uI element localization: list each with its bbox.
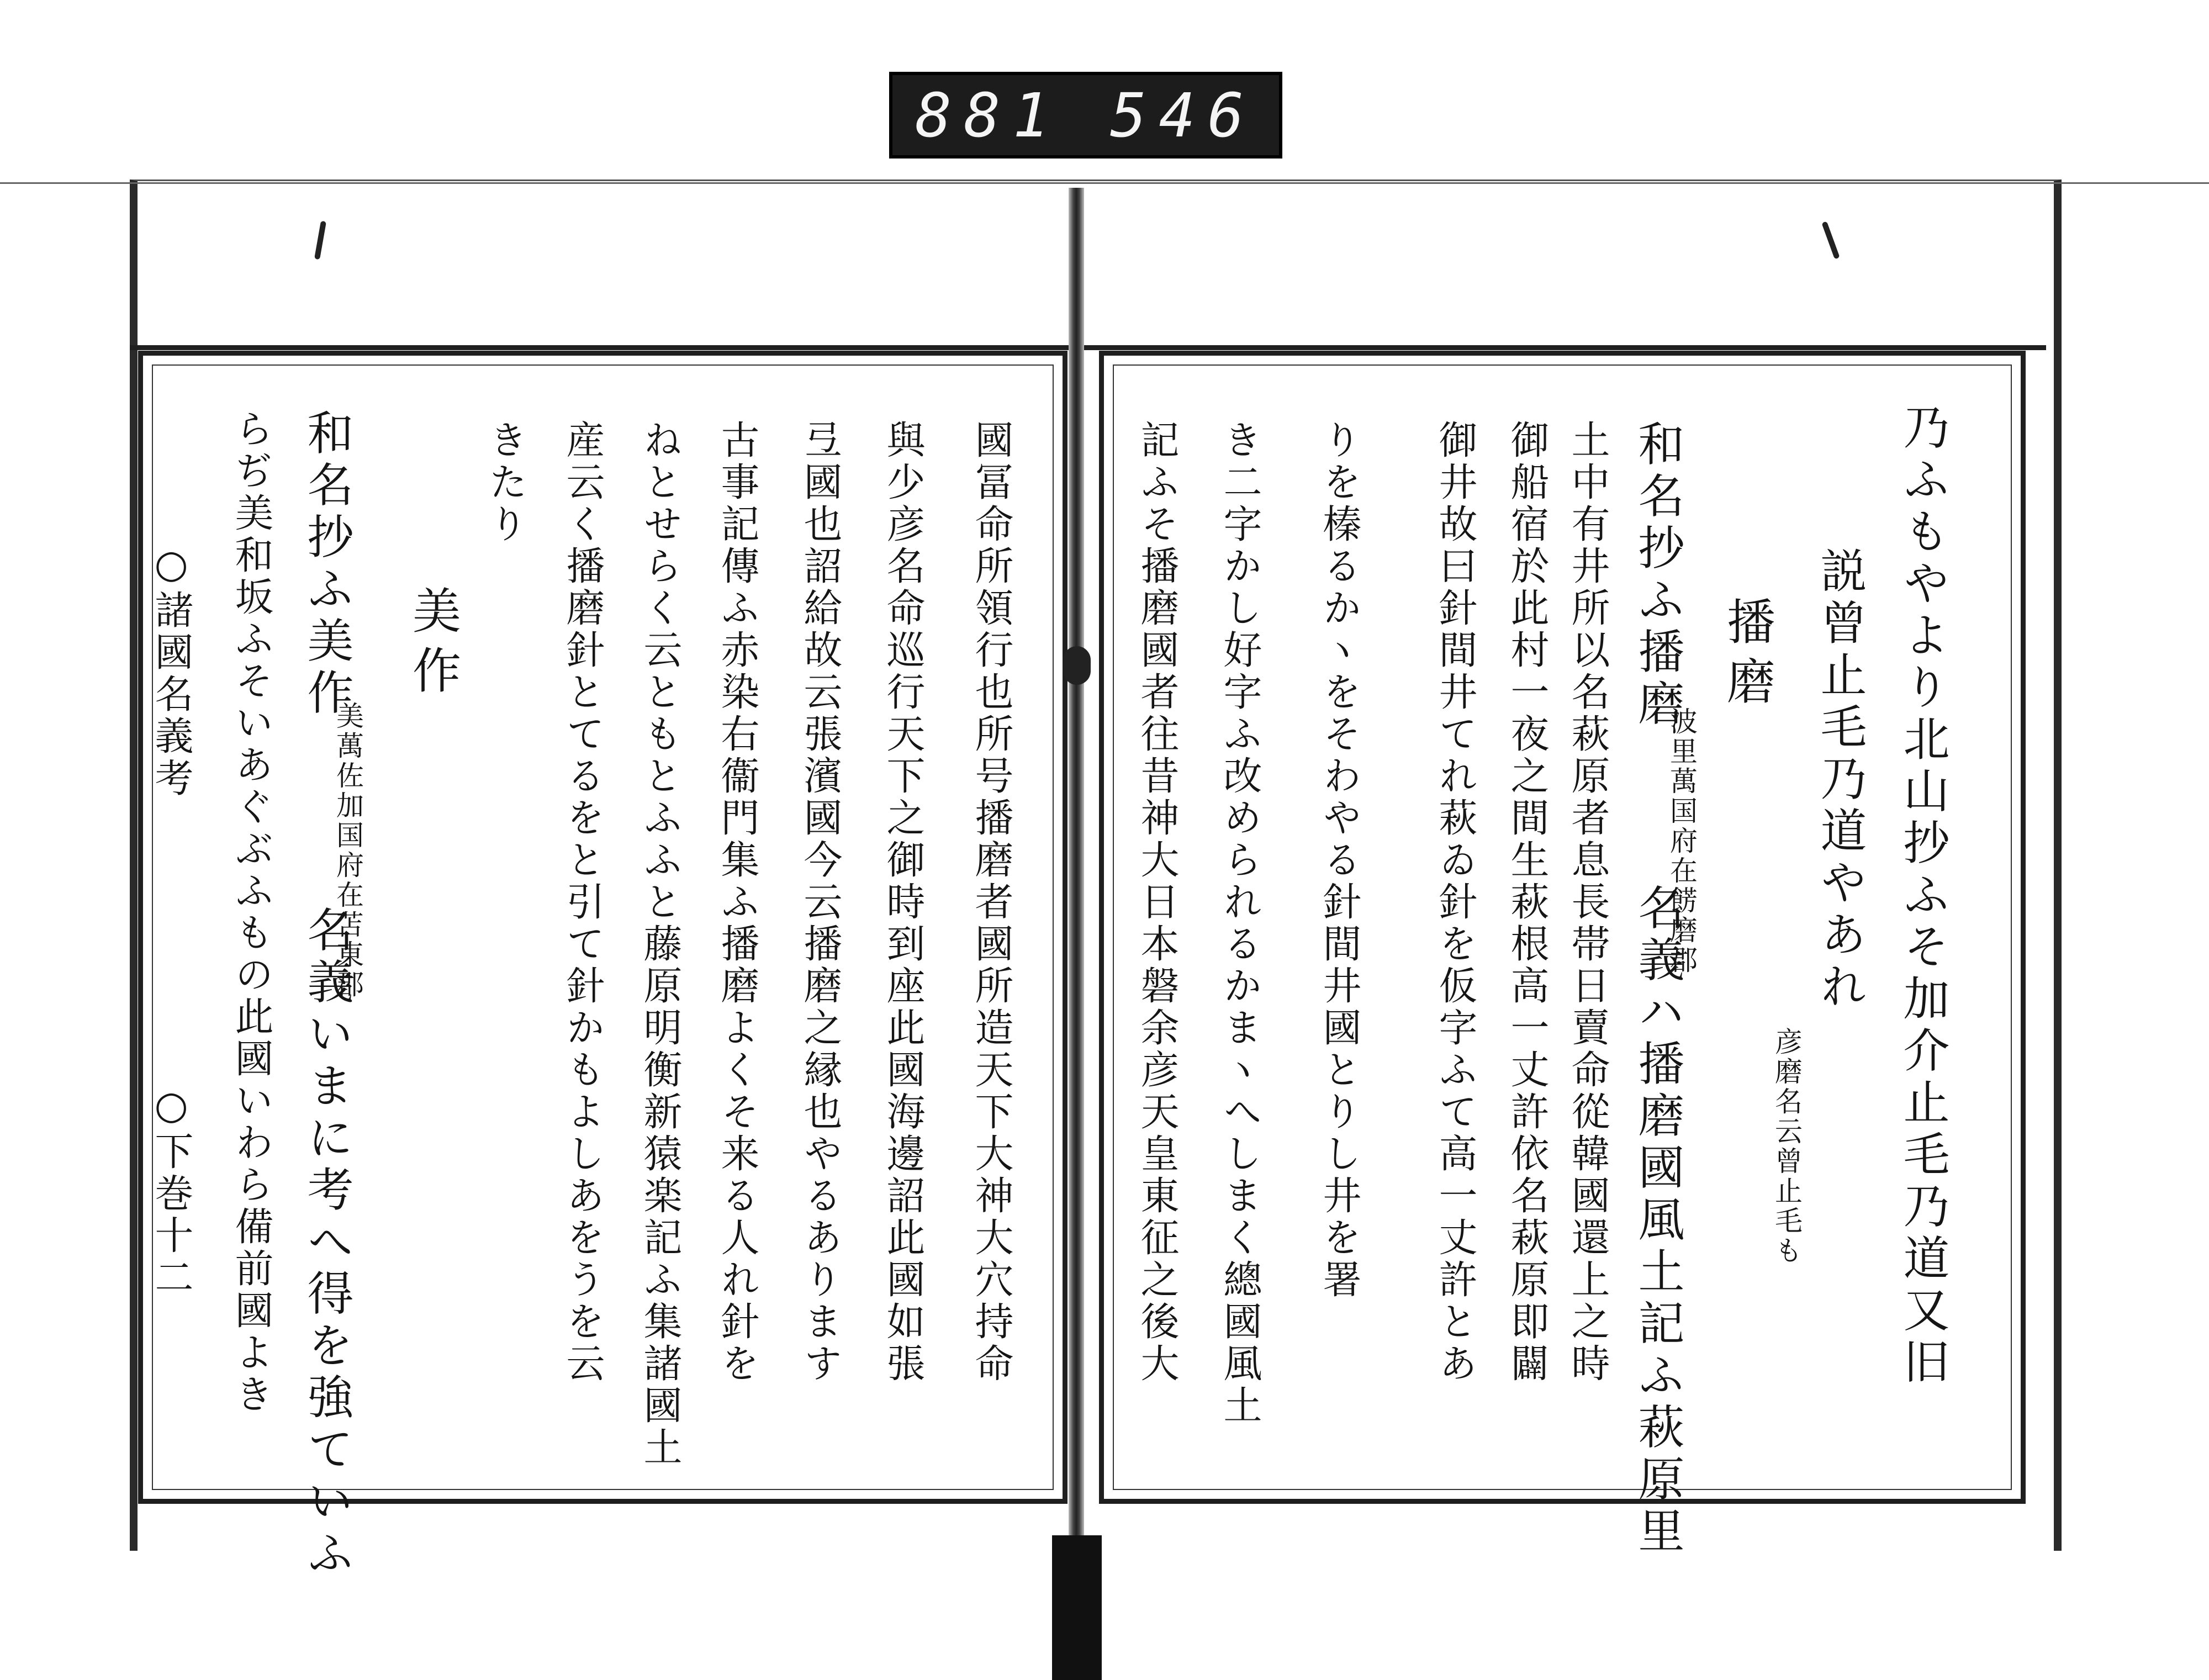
left-line-1: 國冨命所領行也所号播磨者國所造天下大神大穴持命: [969, 420, 1014, 1385]
margin-book-title: ○諸國名義考: [149, 541, 194, 800]
right-line-2: 説曾止毛乃道やあれ: [1813, 547, 1867, 1014]
header-rule: [130, 345, 2046, 350]
right-line-1: 乃ふもやより北山抄ふそ加介止毛乃道又旧: [1896, 403, 1950, 1390]
left-line-3: 弖國也詔給故云張濱國今云播磨之縁也やるあります: [797, 420, 843, 1385]
right-heading-harima: 播磨: [1719, 596, 1776, 716]
right-line-6-note: 波里萬国府在餝磨郡: [1666, 707, 1698, 975]
right-line-11: りを榛るかヽをそわやる針間井國とりし井を署: [1317, 420, 1362, 1301]
left-line-5: ねとせらく云ともとふふと藤原明衡新猿楽記ふ集諸國土: [637, 420, 683, 1469]
spine-binding-knot: [1063, 646, 1091, 685]
left-line-4: 古事記傳ふ赤染右衞門集ふ播磨よくそ来る人れ針を: [715, 420, 760, 1385]
left-line-9: 和名抄ふ美作: [300, 409, 354, 720]
right-line-10: 御井故曰針間井てれ萩ゐ針を仮字ふて高一丈許とあ: [1433, 420, 1478, 1385]
top-edge-line: [0, 182, 2209, 184]
right-line-8: 土中有井所以名萩原者息長帯日賣命從韓國還上之時: [1565, 420, 1610, 1385]
right-line-9: 御船宿於此村一夜之間生萩根高一丈許依名萩原即闢: [1504, 420, 1550, 1385]
spine-base: [1052, 1535, 1102, 1680]
left-line-12: らぢ美和坂ふそいあぐぶふもの此國いわら備前國よき: [229, 409, 274, 1416]
left-line-11: 名義いまに考へ得を強ていふ: [300, 906, 354, 1581]
left-line-10-note: 美萬佐加国府在苫東郡: [332, 701, 364, 1000]
right-line-13: 記ふそ播磨國者往昔神大日本磐余彦天皇東征之後大: [1134, 420, 1180, 1385]
right-line-5: 和名抄ふ播磨: [1631, 420, 1685, 731]
left-line-2: 與少彦名命巡行天下之御時到座此國海邊詔此國如張: [880, 420, 926, 1385]
right-line-12: き二字かし好字ふ改められるかまヽへしまく總國風土: [1217, 420, 1262, 1427]
left-heading-mimasaka: 美作: [405, 585, 462, 705]
book-spine: [1069, 188, 1084, 1613]
frame-number-label: [889, 72, 1282, 159]
left-line-7: きたり: [483, 420, 528, 546]
frame-number-text: 881 546: [915, 80, 1256, 151]
right-line-3-note: 彦磨名云曾止毛も: [1771, 1027, 1803, 1266]
margin-volume-label: ○下巻十二: [149, 1082, 194, 1299]
right-line-7: 名義ハ播磨國風土記ふ萩原里: [1631, 884, 1685, 1559]
left-line-6: 産云く播磨針とてるをと引て針かもよしあをうを云: [560, 420, 605, 1385]
